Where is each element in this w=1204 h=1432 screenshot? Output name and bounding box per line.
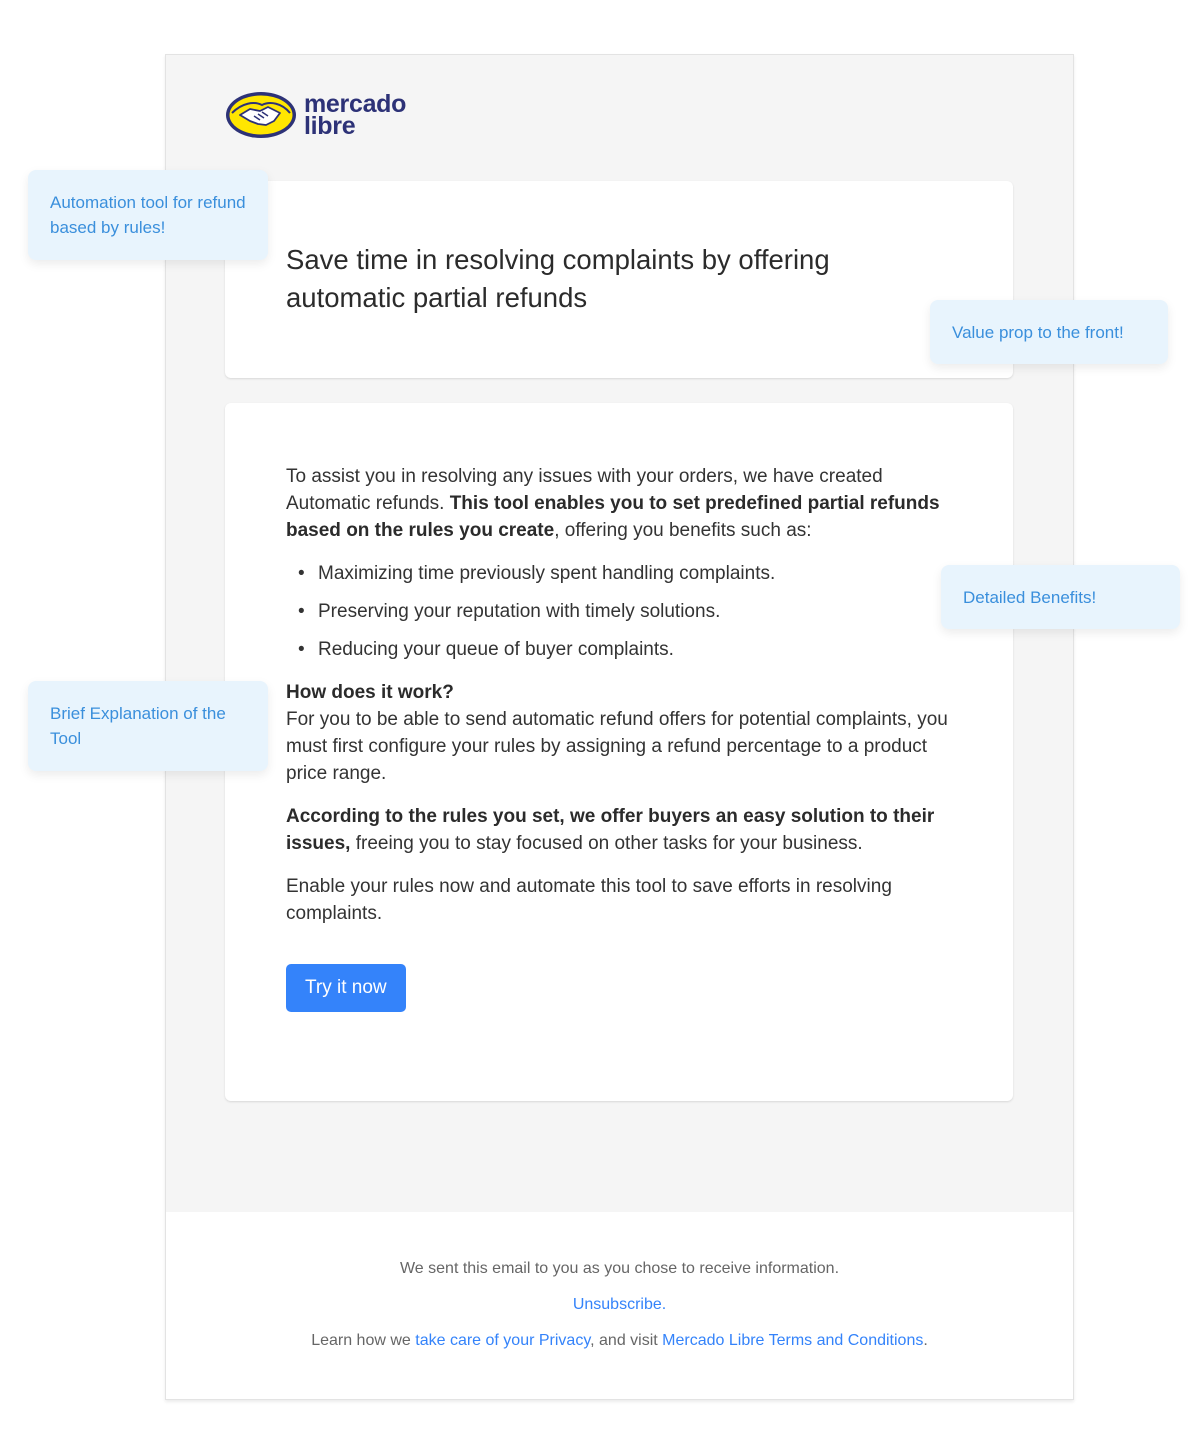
benefit-text: Maximizing time previously spent handling complaints.	[318, 563, 776, 584]
intro-bold-text: This tool enables you to set predefined partial refunds based on the rules you create	[286, 493, 940, 541]
annotation-detailed-benefits: Detailed Benefits!	[941, 565, 1180, 629]
list-item	[298, 636, 956, 663]
logo-line-2: libre	[304, 112, 356, 140]
rules-paragraph	[286, 803, 956, 857]
terms-link[interactable]: Mercado Libre Terms and Conditions	[662, 1332, 924, 1349]
benefit-text: Preserving your reputation with timely solutions.	[318, 601, 721, 622]
annotation-automation-tool: Automation tool for refund based by rules!	[28, 170, 268, 260]
benefit-text: Reducing your queue of buyer complaints.	[318, 639, 674, 660]
intro-text-1: To assist you in resolving any issues with your orders, we have created Automatic refunds.	[286, 466, 883, 514]
unsubscribe-link[interactable]: Unsubscribe.	[572, 1296, 667, 1313]
logo-wordmark	[304, 90, 407, 140]
list-item	[298, 560, 956, 587]
email-footer	[166, 1212, 1073, 1399]
privacy-suffix: .	[923, 1332, 928, 1349]
rules-bold-text: According to the rules you set, we offer buyers an easy solution to their issues,	[286, 806, 935, 854]
privacy-middle: , and visit	[590, 1332, 663, 1349]
intro-paragraph	[286, 463, 956, 544]
privacy-line	[166, 1332, 1073, 1350]
bullet: •	[298, 601, 305, 622]
enable-paragraph: Enable your rules now and automate this tool to save efforts in resolving complaints.	[286, 876, 892, 924]
handshake-icon	[224, 89, 298, 141]
how-it-works-title: How does it work?	[286, 682, 454, 703]
sent-notice: We sent this email to you as you chose to receive information.	[399, 1260, 840, 1277]
intro-text-2: , offering you benefits such as:	[554, 520, 812, 541]
bullet: •	[298, 639, 305, 660]
annotation-value-prop: Value prop to the front!	[930, 300, 1168, 364]
body-card	[225, 403, 1013, 1101]
bullet: •	[298, 563, 305, 584]
how-it-works-text: For you to be able to send automatic refund offers for potential complaints, you must first configure your rules by assigning a refund percentage to a product price range.	[286, 709, 948, 784]
hero-card	[225, 181, 1013, 378]
email-container	[165, 54, 1074, 1400]
unsubscribe-line	[166, 1296, 1073, 1314]
list-item	[298, 598, 956, 625]
rules-text: freeing you to stay focused on other tasks for your business.	[350, 833, 863, 854]
try-it-now-button[interactable]: Try it now	[286, 964, 406, 1012]
logo-line-1: mercado	[304, 90, 407, 118]
body-content	[286, 463, 956, 1012]
privacy-link[interactable]: take care of your Privacy	[415, 1332, 591, 1349]
benefits-list	[286, 560, 956, 663]
mercado-libre-logo	[224, 89, 406, 141]
annotation-brief-explanation: Brief Explanation of the Tool	[28, 681, 268, 771]
hero-title: Save time in resolving complaints by offering automatic partial refunds	[286, 244, 830, 313]
privacy-prefix: Learn how we	[311, 1332, 416, 1349]
